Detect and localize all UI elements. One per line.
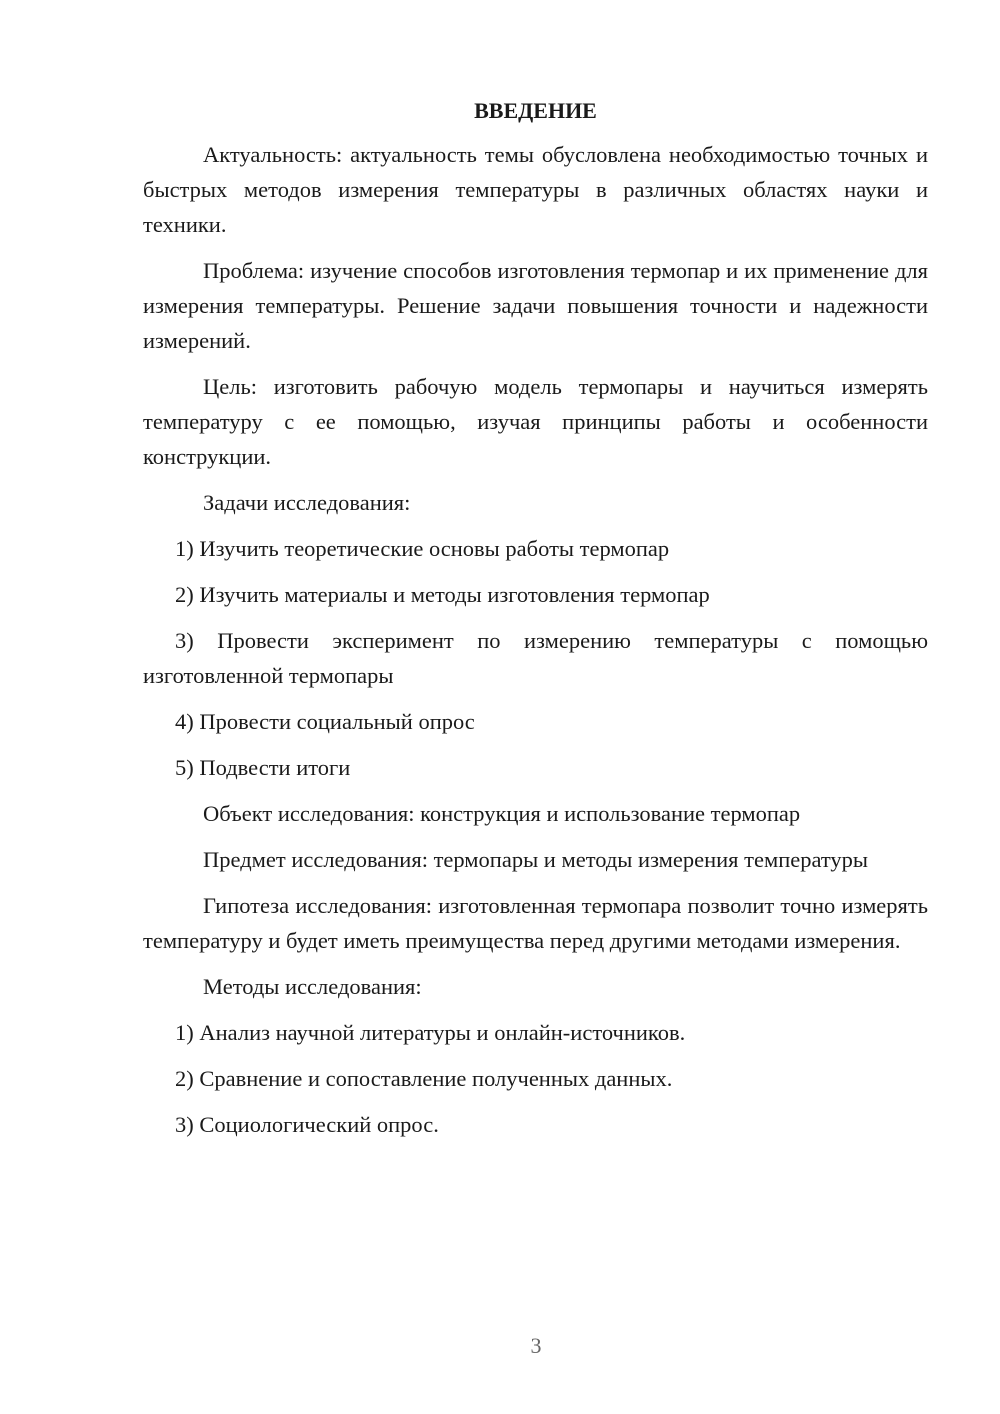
method-item-3: 3) Социологический опрос. [175, 1112, 439, 1137]
task-item-3: 3) Провести эксперимент по измерению температуры с помощью изготовленной термопары [143, 628, 928, 688]
task-item-4: 4) Провести социальный опрос [175, 709, 475, 734]
methods-heading: Методы исследования: [203, 974, 422, 999]
tasks-heading: Задачи исследования: [203, 490, 411, 515]
object-paragraph: Объект исследования: конструкция и использование термопар [203, 801, 801, 826]
method-item-1: 1) Анализ научной литературы и онлайн-источников. [175, 1020, 686, 1045]
method-item-2: 2) Сравнение и сопоставление полученных данных. [175, 1066, 673, 1091]
page-number: 3 [530, 1333, 542, 1358]
task-item-2: 2) Изучить материалы и методы изготовления термопар [175, 582, 710, 607]
problem-paragraph: Проблема: изучение способов изготовления термопар и их применение для измерения температуры. Решение задачи повышения точности и надежности измерений. [143, 258, 928, 353]
task-item-1: 1) Изучить теоретические основы работы термопар [175, 536, 670, 561]
subject-paragraph: Предмет исследования: термопары и методы измерения температуры [203, 847, 869, 872]
page-content [143, 95, 928, 1153]
task-item-5: 5) Подвести итоги [175, 755, 351, 780]
goal-paragraph: Цель: изготовить рабочую модель термопары и научиться измерять температуру с ее помощью, изучая принципы работы и особенности конструкции. [143, 374, 928, 469]
hypothesis-paragraph: Гипотеза исследования: изготовленная термопара позволит точно измерять температуру и будет иметь преимущества перед другими методами измерения. [143, 893, 928, 953]
section-title: ВВЕДЕНИЕ [474, 98, 597, 123]
relevance-paragraph: Актуальность: актуальность темы обусловлена необходимостью точных и быстрых методов измерения температуры в различных областях науки и техники. [143, 142, 928, 237]
